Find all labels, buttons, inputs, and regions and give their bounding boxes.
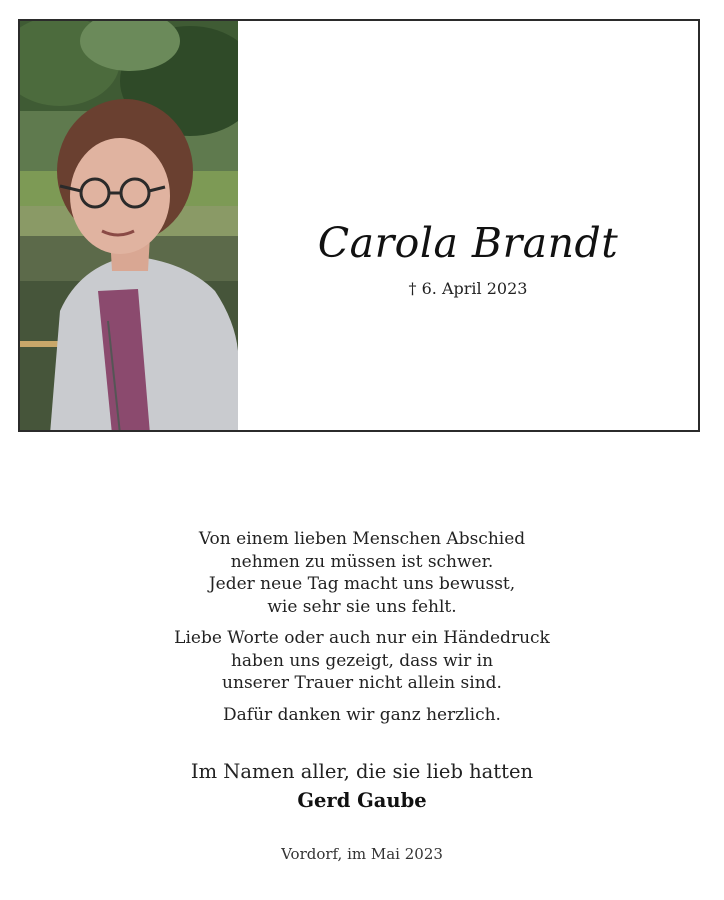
poem-line: haben uns gezeigt, dass wir in: [230, 650, 494, 671]
poem-line: Liebe Worte oder auch nur ein Händedruck: [174, 628, 550, 648]
deceased-name: Carola Brandt: [317, 219, 619, 267]
obituary-card: [18, 19, 700, 432]
poem-line: nehmen zu müssen ist schwer.: [230, 551, 494, 572]
portrait-photo: [20, 21, 238, 430]
signer-name: Gerd Gaube: [297, 789, 427, 812]
closing-line: Im Namen aller, die sie lieb hatten: [190, 760, 534, 783]
poem-stanza: [0, 704, 724, 727]
poem-line: Von einem lieben Menschen Abschied: [198, 529, 526, 549]
poem: [0, 528, 724, 735]
death-date: † 6. April 2023: [408, 279, 528, 298]
poem-stanza: [0, 528, 724, 618]
poem-line: Jeder neue Tag macht uns bewusst,: [208, 574, 516, 594]
poem-stanza: [0, 627, 724, 695]
poem-line: unserer Trauer nicht allein sind.: [222, 673, 502, 693]
name-area: [238, 21, 698, 430]
poem-line: Dafür danken wir ganz herzlich.: [223, 704, 501, 725]
place-date: Vordorf, im Mai 2023: [281, 845, 443, 863]
poem-line: wie sehr sie uns fehlt.: [267, 596, 457, 617]
